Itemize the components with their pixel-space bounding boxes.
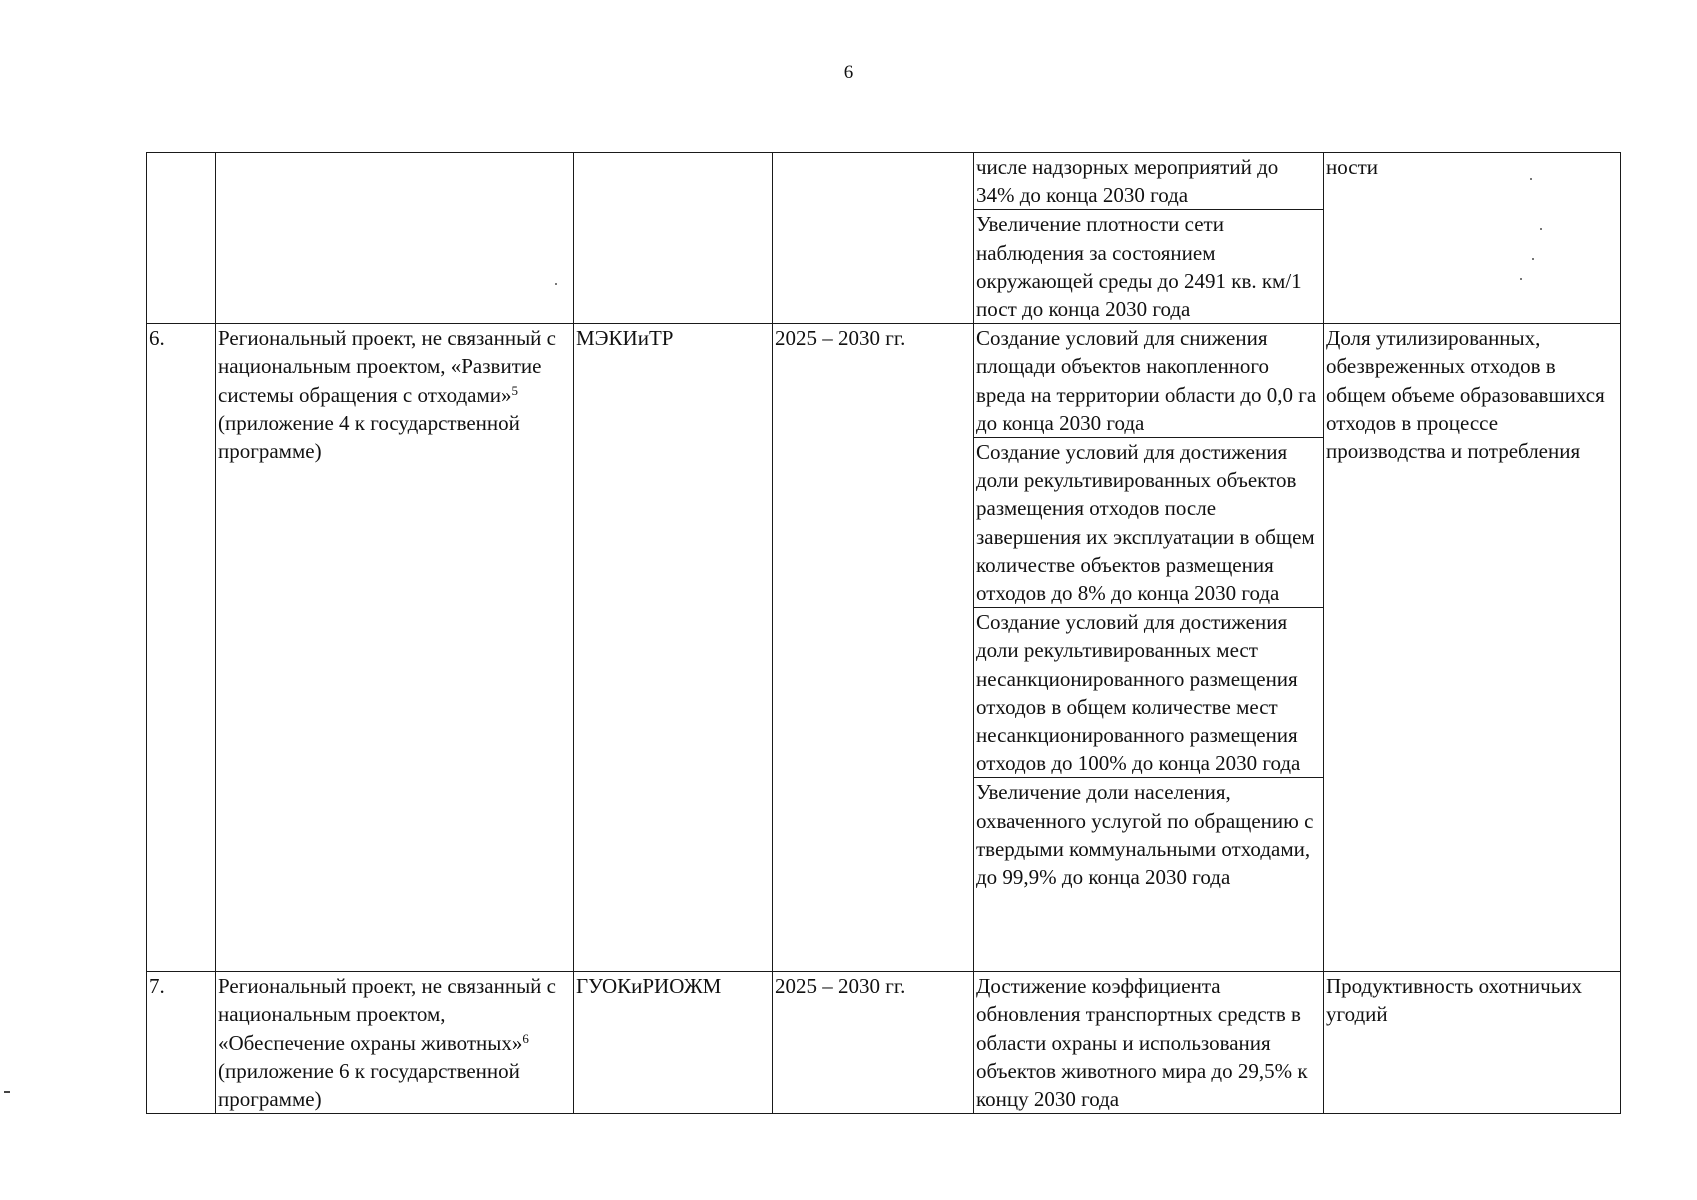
implementation-period: 2025 – 2030 гг.: [773, 972, 974, 1114]
footnote-mark: 6: [522, 1030, 529, 1046]
target-item: числе надзорных мероприятий до 34% до конца 2030 года: [974, 153, 1323, 210]
target-item: Создание условий для достижения доли рекультивированных объектов размещения отходов после завершения их эксплуатации в общем количестве объектов размещения отходов до 8% до конца 2030 года: [974, 438, 1323, 608]
indicator: Доля утилизированных, обезвреженных отходов в общем объеме образовавшихся отходов в процессе производства и потребления: [1324, 324, 1621, 972]
row-number: 7.: [147, 972, 216, 1114]
scan-speck: [1532, 258, 1534, 260]
table-row: [147, 153, 1621, 324]
targets-cell: [974, 153, 1324, 324]
page-number: 6: [843, 62, 854, 83]
row-number: [147, 153, 216, 324]
targets-cell: [974, 972, 1324, 1114]
indicator: ности: [1324, 153, 1621, 324]
scan-speck: [555, 283, 557, 285]
indicator: Продуктивность охотничьих угодий: [1324, 972, 1621, 1114]
target-item: Достижение коэффициента обновления транспортных средств в области охраны и использования объектов животного мира до 29,5% к концу 2030 года: [976, 974, 1308, 1112]
project-name: [216, 324, 574, 972]
project-name-suffix: (приложение 6 к государственной программе): [218, 1058, 520, 1112]
targets-cell: [974, 324, 1324, 972]
target-item: Увеличение доли населения, охваченного услугой по обращению с твердыми коммунальными отходами, до 99,9% до конца 2030 года: [976, 780, 1314, 890]
scan-speck: [1530, 178, 1532, 180]
project-name: [216, 153, 574, 324]
table-row: [147, 972, 1621, 1114]
footnote-mark: 5: [511, 382, 519, 398]
project-name: [216, 972, 574, 1114]
responsible-body: [574, 153, 773, 324]
project-name-suffix: (приложение 4 к государственной программе): [218, 410, 520, 464]
project-name-text: Региональный проект, не связанный с национальным проектом, «Обеспечение охраны животных»: [218, 974, 556, 1055]
implementation-period: [773, 153, 974, 324]
programme-table: [146, 152, 1621, 1114]
project-name-text: Региональный проект, не связанный с национальным проектом, «Развитие системы обращения с отходами»: [218, 326, 556, 407]
responsible-body: МЭКИиТР: [574, 324, 773, 972]
row-number: 6.: [147, 324, 216, 972]
scan-speck: [1520, 278, 1522, 280]
responsible-body: ГУОКиРИОЖМ: [574, 972, 773, 1114]
target-item: Создание условий для достижения доли рекультивированных мест несанкционированного размещения отходов в общем количестве мест несанкционированного размещения отходов до 100% до конца 2030 года: [974, 608, 1323, 778]
target-item: Увеличение плотности сети наблюдения за состоянием окружающей среды до 2491 кв. км/1 пост до конца 2030 года: [976, 212, 1302, 322]
scan-speck: [1540, 228, 1542, 230]
scan-mark: [4, 1091, 10, 1093]
table-row: [147, 324, 1621, 972]
target-item: Создание условий для снижения площади объектов накопленного вреда на территории области до 0,0 га до конца 2030 года: [974, 324, 1323, 438]
implementation-period: 2025 – 2030 гг.: [773, 324, 974, 972]
